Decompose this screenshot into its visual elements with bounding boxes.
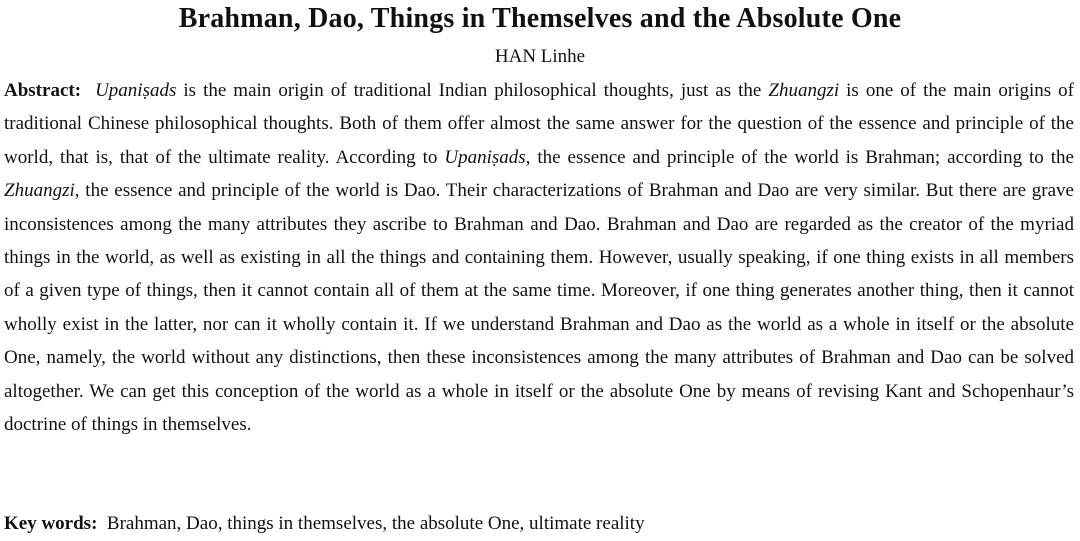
abstract-italic-term: Upaniṣads bbox=[444, 146, 526, 168]
keywords-paragraph bbox=[4, 508, 1074, 540]
abstract-label: Abstract: bbox=[4, 80, 82, 101]
keywords-label: Key words: bbox=[4, 513, 98, 534]
abstract-text: , the essence and principle of the world is Brahman; according to the bbox=[525, 146, 1074, 168]
abstract-text: , the essence and principle of the world is Dao. Their characterizations of Brahman and Dao are very similar. But there are grave inconsistences among the many attributes they ascribe to Brahman and Dao. Brahman and Dao are regarded as the creator of the myriad things in the world, as well as existing in all the things and containing them. However, usually speaking, if one thing exists in all members of a given type of things, then it cannot contain all of them at the same time. Moreover, if one thing generates another thing, then it cannot wholly exist in the latter, nor can it wholly contain it. If we understand Brahman and Dao as the world as a whole in itself or the absolute One, namely, the world without any distinctions, then these inconsistences among the many attributes of Brahman and Dao can be solved altogether. We can get this conception of the world as a whole in itself or the absolute One by means of revising Kant and Schopenhaur’s doctrine of things in themselves. bbox=[4, 180, 1074, 436]
abstract-italic-term: Zhuangzi bbox=[4, 180, 75, 202]
abstract-paragraph bbox=[4, 74, 1074, 441]
abstract-italic-term: Zhuangzi bbox=[768, 80, 840, 101]
keywords-text: Brahman, Dao, things in themselves, the absolute One, ultimate reality bbox=[106, 513, 645, 534]
abstract-italic-term: Upaniṣads bbox=[95, 80, 177, 101]
author-name: HAN Linhe bbox=[494, 46, 586, 67]
paper-title: Brahman, Dao, Things in Themselves and the Absolute One bbox=[178, 3, 902, 34]
abstract-text: is one of the main origins of traditional Chinese philosophical thoughts. Both of them offer almost the same answer for the question of the essence and principle of the world, that is, that of the ultimate reality. According to bbox=[4, 80, 1075, 168]
abstract-text: is the main origin of traditional Indian philosophical thoughts, just as the bbox=[176, 80, 769, 101]
